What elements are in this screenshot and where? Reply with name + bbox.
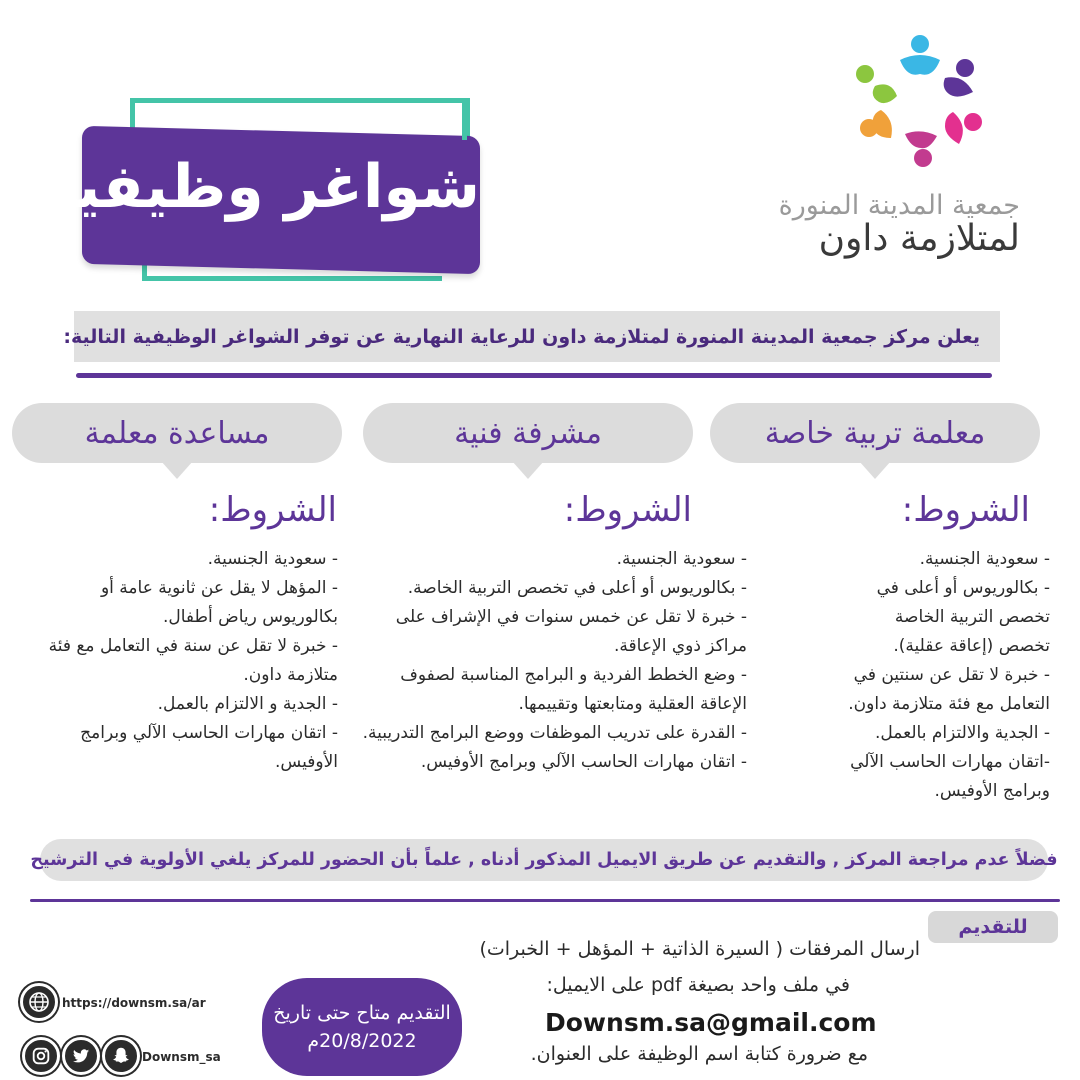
list-item: - سعودية الجنسية. [616, 549, 747, 569]
divider [76, 373, 992, 378]
conditions-title: الشروط: [901, 490, 1030, 530]
snapchat-icon[interactable] [102, 1037, 140, 1075]
divider [30, 899, 1060, 902]
job-title-technical-supervisor: مشرفة فنية [363, 403, 693, 463]
logo-people-icon [845, 30, 995, 170]
logo [778, 30, 1040, 259]
social-handle[interactable]: Downsm_sa [142, 1050, 221, 1064]
conditions-list-supervisor [362, 545, 747, 777]
list-item: - بكالوريوس أو أعلى في تخصص التربية الخاصة. [407, 578, 747, 598]
logo-name-line1: جمعية المدينة المنورة [778, 190, 1020, 221]
list-item: - القدرة على تدريب الموظفات ووضع البرامج التدريبية. [362, 723, 747, 743]
apply-attachments-text: ارسال المرفقات ( السيرة الذاتية + المؤهل + الخبرات) [479, 938, 920, 960]
announcement-bar: يعلن مركز جمعية المدينة المنورة لمتلازمة داون للرعاية النهارية عن توفر الشواغر الوظيفية التالية: [74, 311, 1000, 362]
deadline-date: 20/8/2022م [307, 1030, 417, 1052]
list-item: - الجدية و الالتزام بالعمل. [157, 694, 338, 714]
list-item: - خبرة لا تقل عن سنة في التعامل مع فئة متلازمة داون. [48, 636, 338, 685]
list-item: - بكالوريوس أو أعلى في تخصص التربية الخاصة تخصص (إعاقة عقلية). [876, 578, 1050, 656]
apply-email-link[interactable]: Downsm.sa@gmail.com [545, 1008, 877, 1037]
instagram-icon[interactable] [22, 1037, 60, 1075]
page-title: شواغر وظيفية [41, 152, 480, 222]
conditions-list-special-ed [840, 545, 1050, 806]
job-title-assistant-teacher: مساعدة معلمة [12, 403, 342, 463]
list-item: - سعودية الجنسية. [207, 549, 338, 569]
list-item: - اتقان مهارات الحاسب الآلي وبرامج الأوفيس. [80, 723, 338, 772]
conditions-title: الشروط: [563, 490, 692, 530]
conditions-list-assistant [23, 545, 338, 777]
globe-icon[interactable] [20, 983, 58, 1021]
list-item: - سعودية الجنسية. [919, 549, 1050, 569]
list-item: - الجدية والالتزام بالعمل. [875, 723, 1050, 743]
list-item: - خبرة لا تقل عن خمس سنوات في الإشراف على مراكز ذوي الإعاقة. [395, 607, 747, 656]
list-item: - خبرة لا تقل عن سنتين في التعامل مع فئة متلازمة داون. [848, 665, 1050, 714]
list-item: - وضع الخطط الفردية و البرامج المناسبة لصفوف الإعاقة العقلية ومتابعتها وتقييمها. [400, 665, 747, 714]
apply-format-text: في ملف واحد بصيغة pdf على الايميل: [546, 974, 850, 996]
job-title-special-ed-teacher: معلمة تربية خاصة [710, 403, 1040, 463]
deadline-badge [262, 978, 462, 1076]
list-item: - المؤهل لا يقل عن ثانوية عامة أو بكالوريوس رياض أطفال. [100, 578, 338, 627]
twitter-icon[interactable] [62, 1037, 100, 1075]
apply-label: للتقديم [928, 911, 1058, 943]
logo-name-line2: لمتلازمة داون [818, 218, 1020, 259]
list-item: - اتقان مهارات الحاسب الآلي وبرامج الأوفيس. [420, 752, 747, 772]
apply-note-text: مع ضرورة كتابة اسم الوظيفة على العنوان. [530, 1043, 868, 1065]
notice-banner: فضلاً عدم مراجعة المركز , والتقديم عن طريق الايميل المذكور أدناه , علماً بأن الحضور للمركز يلغي الأولوية في الترشيح [40, 839, 1048, 881]
conditions-title: الشروط: [208, 490, 337, 530]
list-item: -اتقان مهارات الحاسب الآلي وبرامج الأوفيس. [850, 752, 1050, 801]
website-link[interactable]: https://downsm.sa/ar [62, 996, 206, 1010]
deadline-label: التقديم متاح حتى تاريخ [273, 1002, 451, 1024]
